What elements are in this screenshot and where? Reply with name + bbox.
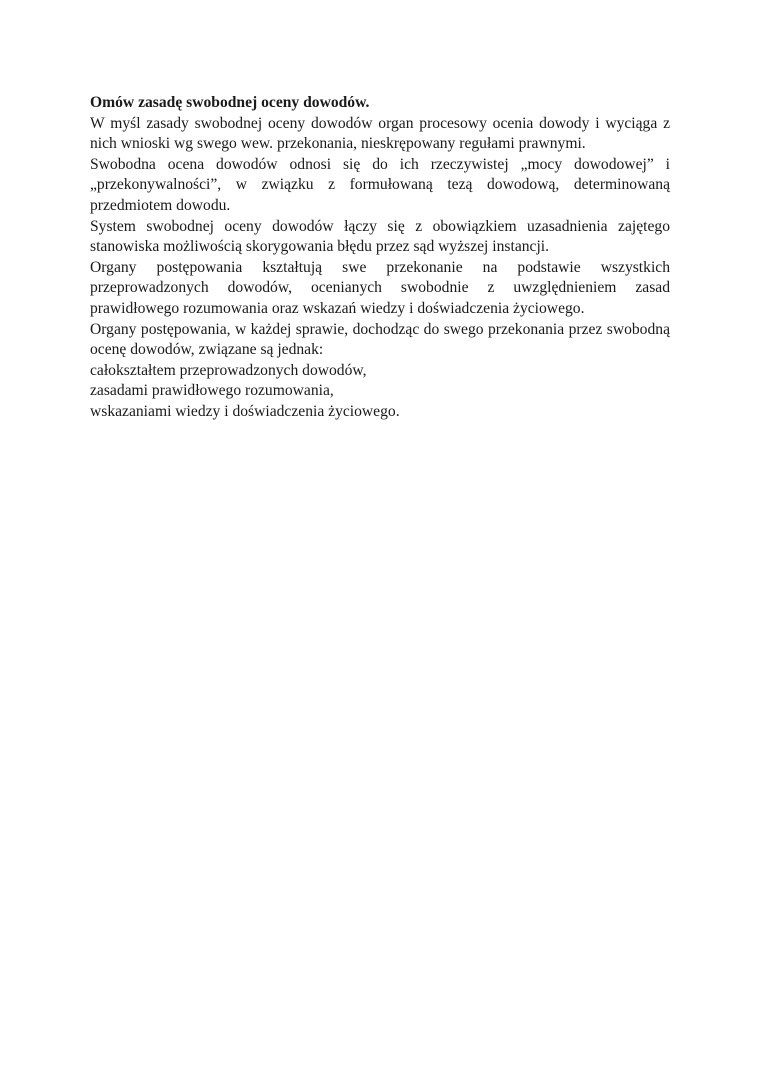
paragraph-3: System swobodnej oceny dowodów łączy się z obowiązkiem uzasadnienia zajętego stanowiska możliwością skorygowania błędu przez sąd wyższej instancji. [90, 217, 670, 256]
list-item-3: wskazaniami wiedzy i doświadczenia życiowego. [90, 402, 400, 420]
paragraph-5: Organy postępowania, w każdej sprawie, dochodząc do swego przekonania przez swobodną ocenę dowodów, związane są jednak: [90, 320, 670, 359]
paragraph-2: Swobodna ocena dowodów odnosi się do ich rzeczywistej „mocy dowodowej” i „przekonywalności”, w związku z formułowaną tezą dowodową, determinowaną przedmiotem dowodu. [90, 155, 670, 214]
paragraph-4: Organy postępowania kształtują swe przekonanie na podstawie wszystkich przeprowadzonych dowodów, ocenianych swobodnie z uwzględnieniem zasad prawidłowego rozumowania oraz wskazań wiedzy i doświadczenia życiowego. [90, 258, 670, 317]
document-title: Omów zasadę swobodnej oceny dowodów. [90, 94, 370, 111]
paragraph-1: W myśl zasady swobodnej oceny dowodów organ procesowy ocenia dowody i wyciąga z nich wnioski wg swego wew. przekonania, nieskrępowany regułami prawnymi. [90, 114, 670, 153]
document-page [90, 93, 670, 423]
list-item-1: całokształtem przeprowadzonych dowodów, [90, 361, 367, 379]
list-item-2: zasadami prawidłowego rozumowania, [90, 382, 334, 400]
